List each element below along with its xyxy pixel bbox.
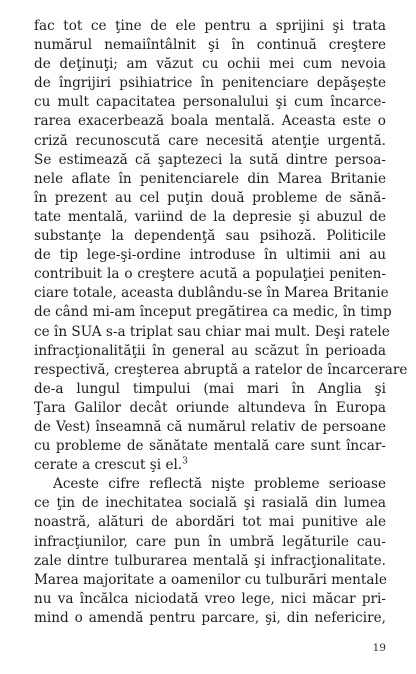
text-line: tate mentală, variind de la depresie şi abuzul de bbox=[34, 208, 386, 225]
text-line: infracţionalităţii în general au scăzut în perioada bbox=[34, 342, 386, 359]
text-line: de îngrijiri psihiatrice în penitenciare depăşește bbox=[34, 75, 386, 92]
text-line: fac tot ce ţine de ele pentru a sprijini şi trata bbox=[34, 18, 386, 34]
text-line: contribuit la o creştere acută a populaţiei peniten- bbox=[34, 266, 386, 283]
body-text bbox=[34, 17, 408, 628]
text-line: zale dintre tulburarea mentală şi infracţionalitate. bbox=[34, 552, 386, 569]
text-line-last bbox=[34, 456, 386, 475]
page-number: 19 bbox=[372, 642, 386, 654]
paragraph-2 bbox=[34, 475, 386, 628]
text-line: de-a lungul timpului (mai mari în Anglia şi bbox=[34, 380, 386, 397]
text-line: ce în SUA s-a triplat sau chiar mai mult. Deşi ratele bbox=[34, 323, 390, 340]
text-line: noastră, alături de abordări tot mai punitive ale bbox=[34, 514, 386, 531]
paragraph-1 bbox=[34, 17, 408, 475]
text-line: Aceste cifre reflectă nişte probleme serioase bbox=[53, 476, 386, 493]
text-line: cu probleme de sănătate mentală care sunt încar- bbox=[34, 438, 386, 455]
text-line: de Vest) înseamnă că numărul relativ de persoane bbox=[34, 418, 386, 435]
text-line: substanţe la dependenţă sau psihoză. Politicile bbox=[34, 228, 386, 245]
text-line: de când mi-am început pregătirea ca medic, în timp bbox=[34, 304, 392, 321]
text-line: infracţiunilor, care pun în umbră legăturile cau- bbox=[34, 533, 386, 550]
text-line: numărul nemaiîntâlnit şi în continuă creştere bbox=[34, 37, 386, 54]
text-line: rarea exacerbează boala mentală. Aceasta este o bbox=[34, 113, 386, 130]
text-line: criză recunoscută care necesită atenţie urgentă. bbox=[34, 132, 386, 149]
text-line: de tip lege-şi-ordine introduse în ultimii ani au bbox=[34, 247, 386, 264]
text-line: ciare totale, aceasta dublându-se în Marea Britanie bbox=[34, 285, 389, 302]
text-line: nele aflate în penitenciarele din Marea Britanie bbox=[34, 170, 386, 187]
text-line: mind o amendă pentru parcare, şi, din nefericire, bbox=[34, 609, 386, 626]
text-line: respectivă, creşterea abruptă a ratelor de încarcerare bbox=[34, 361, 408, 378]
text-line: nu va încălca niciodată vreo lege, nici măcar pri- bbox=[34, 590, 386, 607]
text-line: în prezent au cel puţin două probleme de sănă- bbox=[34, 189, 386, 206]
text-line: Marea majoritate a oamenilor cu tulburări mentale bbox=[34, 571, 387, 588]
text-line: cu mult capacitatea personalului şi cum încarce- bbox=[34, 94, 386, 111]
text-line: ce ţin de inechitatea socială şi rasială din lumea bbox=[34, 495, 386, 512]
text-line-content: cerate a crescut şi el. bbox=[34, 457, 183, 474]
text-line: Ţara Galilor decât oriunde altundeva în Europa bbox=[34, 399, 386, 416]
footnote-marker[interactable]: 3 bbox=[182, 456, 188, 467]
text-line: de deţinuţi; am văzut cu ochii mei cum nevoia bbox=[34, 56, 386, 73]
text-line: Se estimează că şaptezeci la sută dintre persoa- bbox=[34, 151, 386, 168]
